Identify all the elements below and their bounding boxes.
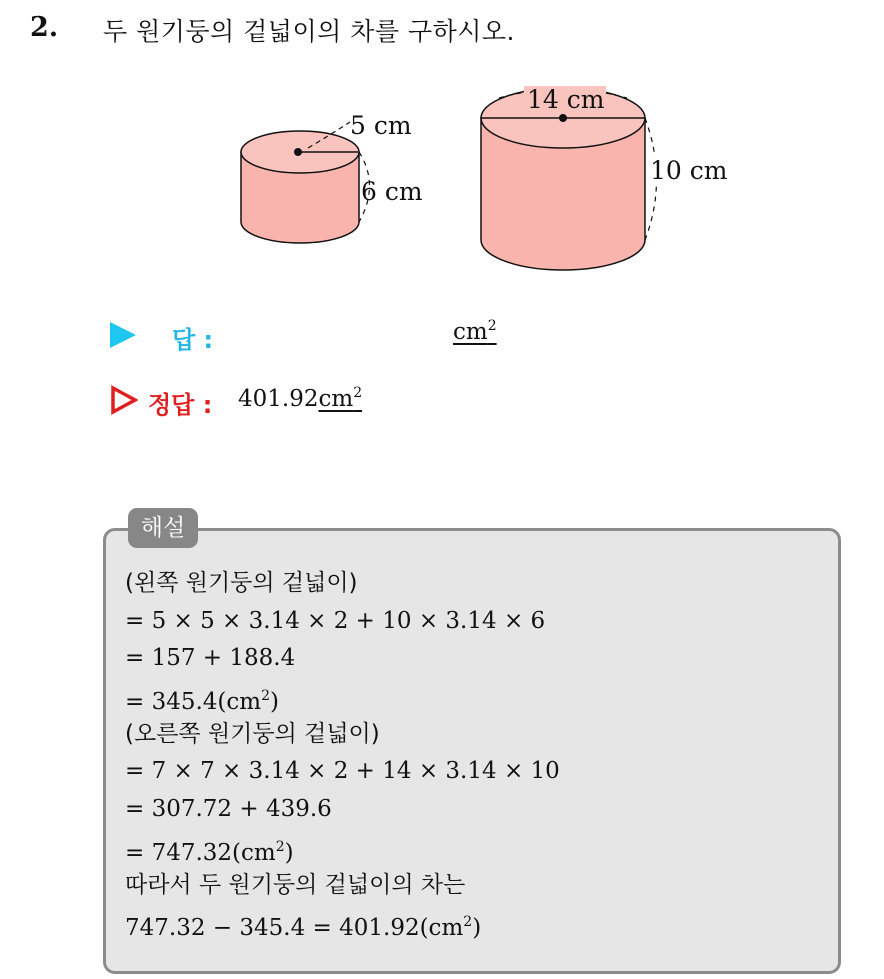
correct-unit-exp: 2 xyxy=(353,385,363,401)
solution-line xyxy=(125,867,560,905)
correct-value-group xyxy=(238,385,362,412)
left-height-label: 6 cm xyxy=(361,177,423,206)
solution-line xyxy=(125,753,560,791)
question-number: 2. xyxy=(30,12,59,43)
solution-line-exp: 2 xyxy=(275,838,285,855)
solution-line xyxy=(125,603,560,641)
solution-line-text: (왼쪽 원기둥의 겉넓이) xyxy=(125,570,358,596)
solution-line-after: ) xyxy=(472,915,482,942)
solution-line-after: ) xyxy=(270,689,279,716)
solution-line-text: = 307.72 + 439.6 xyxy=(125,796,332,823)
answer-label: 답 : xyxy=(172,326,214,354)
solution-line-text: = 7 × 7 × 3.14 × 2 + 14 × 3.14 × 10 xyxy=(125,758,560,785)
solution-line-text: = 5 × 5 × 3.14 × 2 + 10 × 3.14 × 6 xyxy=(125,607,546,634)
correct-unit xyxy=(318,386,362,412)
solution-line-text: 747.32 − 345.4 = 401.92(cm xyxy=(125,915,464,942)
solution-line-text: = 345.4(cm xyxy=(125,689,262,716)
solution-line xyxy=(125,640,560,678)
solution-line-after: ) xyxy=(284,839,294,866)
right-cylinder xyxy=(481,85,728,270)
left-radius-label: 5 cm xyxy=(350,111,412,140)
solution-line xyxy=(125,678,560,716)
right-diameter-label: 14 cm xyxy=(527,85,605,114)
solution-line-text: = 157 + 188.4 xyxy=(125,645,296,672)
solution-line xyxy=(125,904,560,942)
right-center-dot xyxy=(559,114,567,122)
play-arrow-icon xyxy=(110,322,136,348)
solution-line-exp: 2 xyxy=(463,914,473,931)
correct-value: 401.92 xyxy=(238,386,319,412)
solution-line-text: = 747.32(cm xyxy=(125,839,276,866)
answer-unit-exp: 2 xyxy=(487,318,497,334)
solution-line xyxy=(125,716,560,754)
answer-unit-base: cm xyxy=(453,319,488,345)
solution-line-exp: 2 xyxy=(261,688,271,705)
cylinders-figure xyxy=(0,0,884,300)
solution-tag: 해설 xyxy=(128,508,198,548)
solution-line xyxy=(125,565,560,603)
question-text: 두 원기둥의 겉넓이의 차를 구하시오. xyxy=(103,17,515,46)
solution-line-text: 따라서 두 원기둥의 겉넓이의 차는 xyxy=(125,871,466,898)
left-center-dot xyxy=(294,148,302,156)
answer-unit xyxy=(453,318,497,345)
solution-line xyxy=(125,791,560,829)
solution-line xyxy=(125,829,560,867)
solution-line-text: (오른쪽 원기둥의 겉넓이) xyxy=(125,720,380,747)
left-cylinder xyxy=(241,111,423,243)
right-height-label: 10 cm xyxy=(650,156,728,185)
correct-unit-base: cm xyxy=(318,386,354,412)
correct-label: 정답 : xyxy=(148,391,213,419)
hollow-arrow-icon xyxy=(110,385,138,415)
solution-lines xyxy=(125,565,560,942)
